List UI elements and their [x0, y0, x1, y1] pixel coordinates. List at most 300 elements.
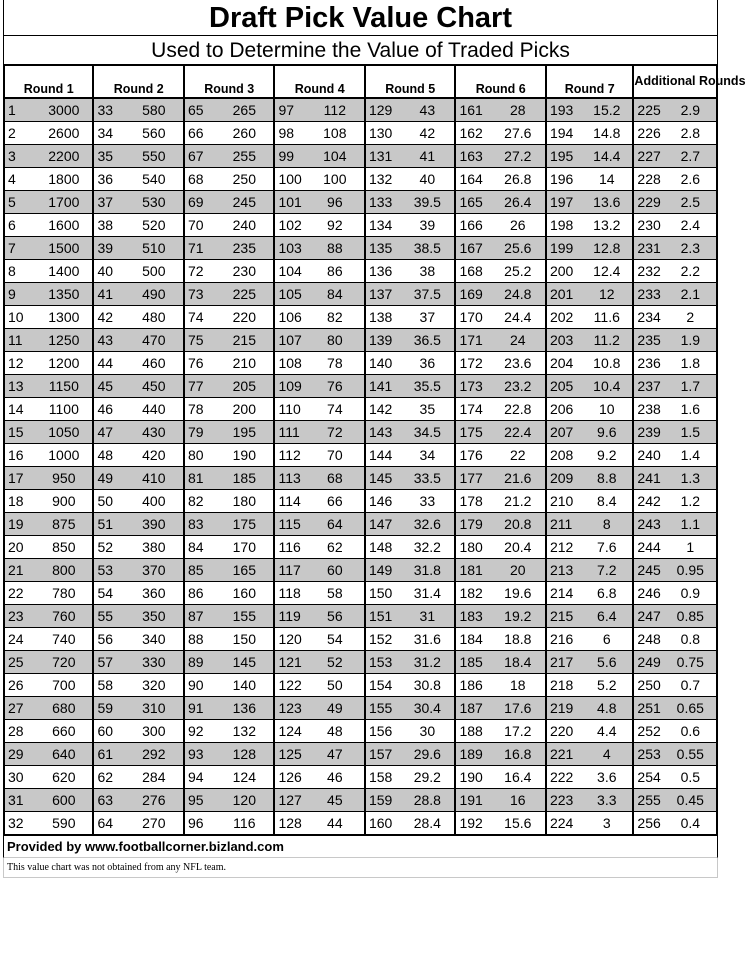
pick-value-cell: 5.6	[581, 651, 633, 674]
pick-number-cell: 176	[455, 444, 490, 467]
column-header: Round 1	[4, 66, 93, 98]
pick-number-cell: 28	[4, 720, 35, 743]
pick-value-cell: 56	[306, 605, 365, 628]
pick-value-cell: 7.6	[581, 536, 633, 559]
pick-value-cell: 72	[306, 421, 365, 444]
pick-number-cell: 166	[455, 214, 490, 237]
pick-value-cell: 410	[125, 467, 184, 490]
pick-value-cell: 490	[125, 283, 184, 306]
pick-number-cell: 119	[274, 605, 305, 628]
pick-number-cell: 47	[93, 421, 124, 444]
pick-value-cell: 12	[581, 283, 633, 306]
pick-number-cell: 242	[633, 490, 664, 513]
pick-number-cell: 139	[365, 329, 400, 352]
pick-number-cell: 112	[274, 444, 305, 467]
pick-value-cell: 680	[35, 697, 93, 720]
pick-value-cell: 450	[125, 375, 184, 398]
pick-number-cell: 27	[4, 697, 35, 720]
pick-number-cell: 77	[184, 375, 215, 398]
pick-value-cell: 17.6	[491, 697, 546, 720]
pick-number-cell: 78	[184, 398, 215, 421]
pick-value-cell: 30	[400, 720, 455, 743]
pick-value-cell: 1800	[35, 168, 93, 191]
pick-value-cell: 740	[35, 628, 93, 651]
pick-number-cell: 103	[274, 237, 305, 260]
pick-value-cell: 0.85	[665, 605, 717, 628]
pick-value-cell: 1300	[35, 306, 93, 329]
pick-number-cell: 203	[546, 329, 581, 352]
pick-value-cell: 23.2	[491, 375, 546, 398]
pick-number-cell: 163	[455, 145, 490, 168]
pick-number-cell: 214	[546, 582, 581, 605]
pick-value-cell: 128	[215, 743, 274, 766]
pick-number-cell: 117	[274, 559, 305, 582]
pick-value-cell: 1.9	[665, 329, 717, 352]
pick-number-cell: 39	[93, 237, 124, 260]
pick-value-cell: 270	[125, 812, 184, 836]
pick-number-cell: 130	[365, 122, 400, 145]
pick-number-cell: 43	[93, 329, 124, 352]
pick-number-cell: 156	[365, 720, 400, 743]
table-row	[4, 122, 717, 145]
pick-value-cell: 780	[35, 582, 93, 605]
pick-value-cell: 10	[581, 398, 633, 421]
pick-number-cell: 108	[274, 352, 305, 375]
pick-value-cell: 35.5	[400, 375, 455, 398]
pick-number-cell: 239	[633, 421, 664, 444]
pick-number-cell: 184	[455, 628, 490, 651]
pick-value-cell: 15.2	[581, 98, 633, 122]
pick-number-cell: 201	[546, 283, 581, 306]
pick-number-cell: 202	[546, 306, 581, 329]
pick-number-cell: 160	[365, 812, 400, 836]
pick-value-cell: 5.2	[581, 674, 633, 697]
pick-value-cell: 510	[125, 237, 184, 260]
pick-value-cell: 2.5	[665, 191, 717, 214]
pick-number-cell: 69	[184, 191, 215, 214]
page-title: Draft Pick Value Chart	[3, 0, 718, 36]
table-row	[4, 467, 717, 490]
pick-value-cell: 225	[215, 283, 274, 306]
pick-number-cell: 245	[633, 559, 664, 582]
pick-value-cell: 6.4	[581, 605, 633, 628]
table-row	[4, 651, 717, 674]
pick-value-cell: 170	[215, 536, 274, 559]
table-row	[4, 329, 717, 352]
column-header: Round 5	[365, 66, 455, 98]
pick-number-cell: 188	[455, 720, 490, 743]
pick-number-cell: 151	[365, 605, 400, 628]
pick-value-cell: 330	[125, 651, 184, 674]
pick-value-cell: 1250	[35, 329, 93, 352]
pick-number-cell: 171	[455, 329, 490, 352]
pick-number-cell: 185	[455, 651, 490, 674]
pick-number-cell: 135	[365, 237, 400, 260]
pick-value-cell: 68	[306, 467, 365, 490]
pick-number-cell: 164	[455, 168, 490, 191]
pick-number-cell: 70	[184, 214, 215, 237]
pick-value-cell: 235	[215, 237, 274, 260]
pick-value-cell: 20.4	[491, 536, 546, 559]
pick-number-cell: 102	[274, 214, 305, 237]
pick-value-cell: 80	[306, 329, 365, 352]
pick-value-cell: 620	[35, 766, 93, 789]
pick-number-cell: 205	[546, 375, 581, 398]
pick-number-cell: 79	[184, 421, 215, 444]
pick-value-cell: 2.9	[665, 98, 717, 122]
pick-value-table	[3, 66, 746, 836]
pick-value-cell: 0.7	[665, 674, 717, 697]
column-header: Round 7	[546, 66, 633, 98]
pick-number-cell: 45	[93, 375, 124, 398]
pick-number-cell: 62	[93, 766, 124, 789]
pick-number-cell: 193	[546, 98, 581, 122]
pick-number-cell: 41	[93, 283, 124, 306]
pick-value-cell: 29.2	[400, 766, 455, 789]
pick-number-cell: 167	[455, 237, 490, 260]
pick-number-cell: 149	[365, 559, 400, 582]
pick-number-cell: 195	[546, 145, 581, 168]
pick-number-cell: 211	[546, 513, 581, 536]
pick-number-cell: 189	[455, 743, 490, 766]
pick-number-cell: 238	[633, 398, 664, 421]
pick-value-cell: 44	[306, 812, 365, 836]
pick-number-cell: 3	[4, 145, 35, 168]
pick-value-cell: 21.6	[491, 467, 546, 490]
pick-number-cell: 75	[184, 329, 215, 352]
pick-number-cell: 10	[4, 306, 35, 329]
pick-value-cell: 36	[400, 352, 455, 375]
pick-number-cell: 256	[633, 812, 664, 836]
pick-number-cell: 34	[93, 122, 124, 145]
pick-number-cell: 153	[365, 651, 400, 674]
pick-number-cell: 191	[455, 789, 490, 812]
pick-number-cell: 194	[546, 122, 581, 145]
pick-value-cell: 400	[125, 490, 184, 513]
pick-number-cell: 23	[4, 605, 35, 628]
pick-number-cell: 125	[274, 743, 305, 766]
pick-number-cell: 241	[633, 467, 664, 490]
pick-number-cell: 173	[455, 375, 490, 398]
pick-number-cell: 234	[633, 306, 664, 329]
table-row	[4, 98, 717, 122]
pick-value-cell: 52	[306, 651, 365, 674]
pick-value-cell: 185	[215, 467, 274, 490]
pick-value-cell: 132	[215, 720, 274, 743]
pick-value-cell: 26	[491, 214, 546, 237]
pick-value-cell: 420	[125, 444, 184, 467]
pick-value-cell: 42	[400, 122, 455, 145]
pick-number-cell: 29	[4, 743, 35, 766]
pick-value-cell: 31	[400, 605, 455, 628]
pick-number-cell: 16	[4, 444, 35, 467]
pick-number-cell: 97	[274, 98, 305, 122]
pick-number-cell: 21	[4, 559, 35, 582]
table-row	[4, 582, 717, 605]
pick-value-cell: 31.8	[400, 559, 455, 582]
pick-number-cell: 58	[93, 674, 124, 697]
pick-number-cell: 243	[633, 513, 664, 536]
pick-value-cell: 12.8	[581, 237, 633, 260]
pick-number-cell: 91	[184, 697, 215, 720]
table-row	[4, 490, 717, 513]
pick-number-cell: 215	[546, 605, 581, 628]
pick-value-cell: 120	[215, 789, 274, 812]
pick-value-cell: 32.2	[400, 536, 455, 559]
pick-value-cell: 0.55	[665, 743, 717, 766]
pick-value-cell: 29.6	[400, 743, 455, 766]
pick-number-cell: 244	[633, 536, 664, 559]
pick-number-cell: 60	[93, 720, 124, 743]
pick-number-cell: 11	[4, 329, 35, 352]
pick-number-cell: 180	[455, 536, 490, 559]
pick-value-cell: 116	[215, 812, 274, 836]
pick-number-cell: 127	[274, 789, 305, 812]
pick-number-cell: 56	[93, 628, 124, 651]
pick-value-cell: 215	[215, 329, 274, 352]
pick-number-cell: 74	[184, 306, 215, 329]
pick-number-cell: 240	[633, 444, 664, 467]
pick-value-cell: 250	[215, 168, 274, 191]
pick-number-cell: 40	[93, 260, 124, 283]
table-row	[4, 375, 717, 398]
table-row	[4, 191, 717, 214]
pick-number-cell: 17	[4, 467, 35, 490]
pick-number-cell: 222	[546, 766, 581, 789]
pick-value-cell: 380	[125, 536, 184, 559]
table-row	[4, 536, 717, 559]
pick-number-cell: 89	[184, 651, 215, 674]
pick-number-cell: 199	[546, 237, 581, 260]
pick-value-cell: 74	[306, 398, 365, 421]
pick-value-cell: 145	[215, 651, 274, 674]
table-row	[4, 214, 717, 237]
pick-value-cell: 16.8	[491, 743, 546, 766]
pick-number-cell: 1	[4, 98, 35, 122]
pick-number-cell: 237	[633, 375, 664, 398]
pick-value-cell: 300	[125, 720, 184, 743]
pick-value-cell: 1100	[35, 398, 93, 421]
header-row	[4, 66, 717, 98]
pick-value-cell: 2	[665, 306, 717, 329]
pick-value-cell: 30.8	[400, 674, 455, 697]
pick-value-cell: 88	[306, 237, 365, 260]
column-header: Round 2	[93, 66, 184, 98]
pick-number-cell: 226	[633, 122, 664, 145]
pick-value-cell: 1600	[35, 214, 93, 237]
pick-number-cell: 154	[365, 674, 400, 697]
table-row	[4, 168, 717, 191]
pick-value-cell: 54	[306, 628, 365, 651]
pick-value-cell: 45	[306, 789, 365, 812]
pick-value-cell: 160	[215, 582, 274, 605]
pick-number-cell: 133	[365, 191, 400, 214]
pick-number-cell: 219	[546, 697, 581, 720]
pick-number-cell: 51	[93, 513, 124, 536]
pick-value-cell: 28	[491, 98, 546, 122]
pick-number-cell: 159	[365, 789, 400, 812]
pick-value-cell: 24	[491, 329, 546, 352]
pick-number-cell: 190	[455, 766, 490, 789]
pick-number-cell: 53	[93, 559, 124, 582]
pick-number-cell: 61	[93, 743, 124, 766]
pick-number-cell: 57	[93, 651, 124, 674]
pick-value-cell: 62	[306, 536, 365, 559]
pick-value-cell: 430	[125, 421, 184, 444]
pick-value-cell: 10.4	[581, 375, 633, 398]
pick-number-cell: 118	[274, 582, 305, 605]
pick-number-cell: 107	[274, 329, 305, 352]
pick-number-cell: 24	[4, 628, 35, 651]
pick-number-cell: 96	[184, 812, 215, 836]
pick-value-cell: 2.6	[665, 168, 717, 191]
pick-value-cell: 13.2	[581, 214, 633, 237]
pick-value-cell: 660	[35, 720, 93, 743]
pick-value-cell: 900	[35, 490, 93, 513]
pick-number-cell: 150	[365, 582, 400, 605]
pick-value-cell: 240	[215, 214, 274, 237]
pick-number-cell: 231	[633, 237, 664, 260]
table-row	[4, 421, 717, 444]
pick-value-cell: 360	[125, 582, 184, 605]
pick-number-cell: 26	[4, 674, 35, 697]
pick-number-cell: 104	[274, 260, 305, 283]
pick-value-cell: 96	[306, 191, 365, 214]
pick-number-cell: 67	[184, 145, 215, 168]
pick-number-cell: 5	[4, 191, 35, 214]
pick-number-cell: 71	[184, 237, 215, 260]
pick-value-cell: 320	[125, 674, 184, 697]
pick-value-cell: 2.7	[665, 145, 717, 168]
pick-number-cell: 200	[546, 260, 581, 283]
pick-number-cell: 145	[365, 467, 400, 490]
pick-number-cell: 236	[633, 352, 664, 375]
pick-number-cell: 31	[4, 789, 35, 812]
pick-value-cell: 175	[215, 513, 274, 536]
pick-number-cell: 55	[93, 605, 124, 628]
table-row	[4, 789, 717, 812]
pick-value-cell: 950	[35, 467, 93, 490]
pick-number-cell: 7	[4, 237, 35, 260]
pick-number-cell: 254	[633, 766, 664, 789]
pick-value-cell: 36.5	[400, 329, 455, 352]
pick-value-cell: 40	[400, 168, 455, 191]
pick-value-cell: 0.8	[665, 628, 717, 651]
pick-number-cell: 155	[365, 697, 400, 720]
pick-value-cell: 1.5	[665, 421, 717, 444]
pick-number-cell: 106	[274, 306, 305, 329]
pick-value-cell: 470	[125, 329, 184, 352]
pick-number-cell: 143	[365, 421, 400, 444]
pick-number-cell: 90	[184, 674, 215, 697]
pick-value-cell: 0.9	[665, 582, 717, 605]
pick-number-cell: 20	[4, 536, 35, 559]
pick-number-cell: 186	[455, 674, 490, 697]
pick-value-cell: 24.8	[491, 283, 546, 306]
pick-value-cell: 31.6	[400, 628, 455, 651]
pick-number-cell: 246	[633, 582, 664, 605]
provided-by-line: Provided by www.footballcorner.bizland.com	[3, 836, 718, 858]
pick-value-cell: 4.8	[581, 697, 633, 720]
pick-value-cell: 38.5	[400, 237, 455, 260]
pick-number-cell: 12	[4, 352, 35, 375]
pick-number-cell: 83	[184, 513, 215, 536]
pick-number-cell: 147	[365, 513, 400, 536]
pick-value-cell: 560	[125, 122, 184, 145]
pick-value-cell: 850	[35, 536, 93, 559]
table-row	[4, 352, 717, 375]
table-row	[4, 674, 717, 697]
pick-value-cell: 25.6	[491, 237, 546, 260]
pick-number-cell: 114	[274, 490, 305, 513]
pick-number-cell: 111	[274, 421, 305, 444]
pick-number-cell: 129	[365, 98, 400, 122]
pick-value-cell: 31.4	[400, 582, 455, 605]
pick-value-cell: 18.8	[491, 628, 546, 651]
pick-value-cell: 1050	[35, 421, 93, 444]
pick-value-cell: 1	[665, 536, 717, 559]
pick-value-cell: 14.8	[581, 122, 633, 145]
pick-value-cell: 1400	[35, 260, 93, 283]
pick-number-cell: 235	[633, 329, 664, 352]
pick-value-cell: 195	[215, 421, 274, 444]
pick-value-cell: 4	[581, 743, 633, 766]
pick-value-cell: 17.2	[491, 720, 546, 743]
pick-number-cell: 122	[274, 674, 305, 697]
pick-value-cell: 33.5	[400, 467, 455, 490]
pick-value-cell: 230	[215, 260, 274, 283]
column-header: Round 6	[455, 66, 545, 98]
pick-value-cell: 1.7	[665, 375, 717, 398]
pick-number-cell: 209	[546, 467, 581, 490]
table-row	[4, 766, 717, 789]
pick-number-cell: 81	[184, 467, 215, 490]
pick-value-cell: 1000	[35, 444, 93, 467]
pick-value-cell: 3000	[35, 98, 93, 122]
pick-value-cell: 1200	[35, 352, 93, 375]
pick-value-cell: 82	[306, 306, 365, 329]
pick-value-cell: 31.2	[400, 651, 455, 674]
pick-value-cell: 0.65	[665, 697, 717, 720]
pick-number-cell: 120	[274, 628, 305, 651]
pick-value-cell: 76	[306, 375, 365, 398]
pick-number-cell: 196	[546, 168, 581, 191]
pick-value-cell: 0.75	[665, 651, 717, 674]
pick-value-cell: 284	[125, 766, 184, 789]
pick-value-cell: 0.95	[665, 559, 717, 582]
pick-value-cell: 86	[306, 260, 365, 283]
page-subtitle: Used to Determine the Value of Traded Picks	[3, 36, 718, 66]
pick-value-cell: 20.8	[491, 513, 546, 536]
pick-value-cell: 550	[125, 145, 184, 168]
pick-number-cell: 64	[93, 812, 124, 836]
pick-value-cell: 26.8	[491, 168, 546, 191]
pick-number-cell: 132	[365, 168, 400, 191]
pick-value-cell: 2600	[35, 122, 93, 145]
pick-number-cell: 206	[546, 398, 581, 421]
pick-number-cell: 54	[93, 582, 124, 605]
pick-value-cell: 25.2	[491, 260, 546, 283]
pick-value-cell: 136	[215, 697, 274, 720]
pick-value-cell: 41	[400, 145, 455, 168]
pick-number-cell: 80	[184, 444, 215, 467]
pick-value-cell: 2.8	[665, 122, 717, 145]
pick-number-cell: 110	[274, 398, 305, 421]
pick-number-cell: 100	[274, 168, 305, 191]
pick-value-cell: 15.6	[491, 812, 546, 836]
pick-number-cell: 84	[184, 536, 215, 559]
pick-value-cell: 0.45	[665, 789, 717, 812]
